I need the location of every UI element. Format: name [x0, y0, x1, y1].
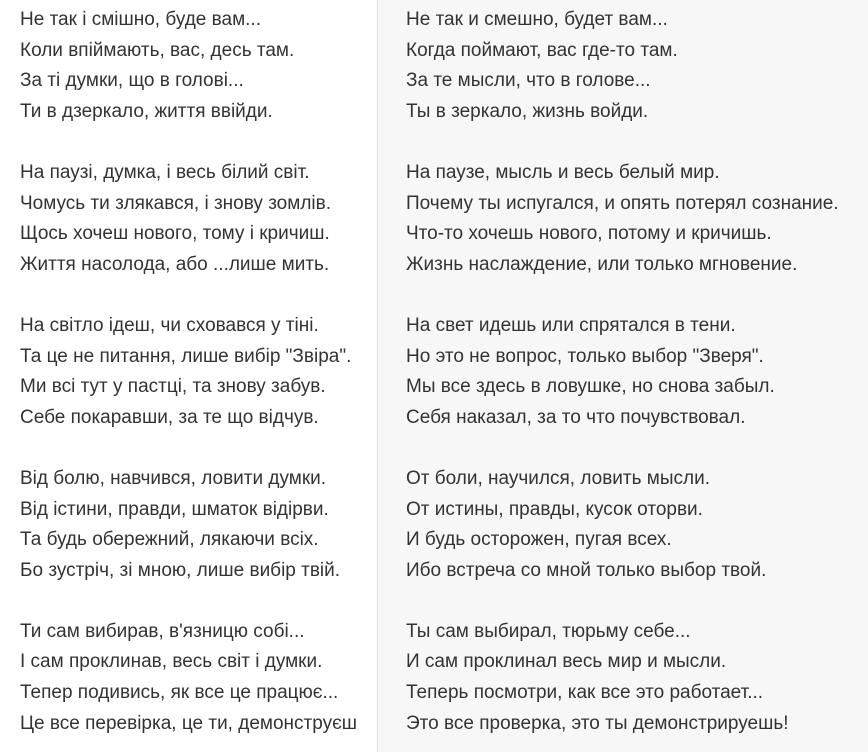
translation-line: На свет идешь или спрятался в тени.: [406, 314, 736, 336]
translation-line: И сам проклинал весь мир и мысли.: [406, 651, 727, 673]
original-line: Від болю, навчився, ловити думки.: [20, 467, 327, 489]
original-stanza-5: [20, 617, 377, 739]
translation-stanza-3: [406, 311, 868, 433]
stanza-gap: [406, 127, 868, 158]
original-line: Від істини, правди, шматок відірви.: [20, 498, 329, 520]
original-stanza-3: [20, 311, 377, 433]
translation-line: Почему ты испугался, и опять потерял сознание.: [406, 192, 839, 214]
original-line: Та це не питання, лише вибір "Звіра".: [20, 345, 352, 367]
translation-stanza-5: [406, 617, 868, 739]
translation-line: Это все проверка, это ты демонстрируешь!: [406, 712, 789, 734]
translation-stanza-4: [406, 464, 868, 586]
translation-line: От истины, правды, кусок оторви.: [406, 498, 703, 520]
original-line: Ти сам вибирав, в'язницю собі...: [20, 620, 305, 642]
original-line: І сам проклинав, весь світ і думки.: [20, 651, 323, 673]
stanza-gap: [20, 586, 377, 617]
original-stanza-4: [20, 464, 377, 586]
translation-stanza-2: [406, 158, 868, 280]
translation-line: Что-то хочешь нового, потому и кричишь.: [406, 223, 772, 245]
stanza-gap: [20, 127, 377, 158]
translation-lyrics-column: [378, 0, 868, 752]
stanza-gap: [406, 280, 868, 311]
original-lyrics: [20, 5, 377, 739]
original-line: Себе покаравши, за те що відчув.: [20, 406, 319, 428]
original-line: Та будь обережний, лякаючи всіх.: [20, 529, 319, 551]
original-line: Щось хочеш нового, тому і кричиш.: [20, 223, 330, 245]
translation-lyrics: [406, 5, 868, 739]
translation-line: Теперь посмотри, как все это работает...: [406, 682, 764, 704]
original-line: Це все перевірка, це ти, демонструєш: [20, 712, 358, 734]
translation-line: На паузе, мысль и весь белый мир.: [406, 161, 720, 183]
translation-line: Себя наказал, за то что почувствовал.: [406, 406, 746, 428]
original-line: Тепер подивись, як все це працює...: [20, 682, 339, 704]
stanza-gap: [20, 433, 377, 464]
original-stanza-1: [20, 5, 377, 127]
original-line: На паузі, думка, і весь білий світ.: [20, 161, 310, 183]
original-line: За ті думки, що в голові...: [20, 70, 244, 92]
translation-line: От боли, научился, ловить мысли.: [406, 467, 710, 489]
stanza-gap: [406, 433, 868, 464]
original-stanza-2: [20, 158, 377, 280]
translation-line: Мы все здесь в ловушке, но снова забыл.: [406, 376, 775, 398]
translation-stanza-1: [406, 5, 868, 127]
translation-line: Жизнь наслаждение, или только мгновение.: [406, 253, 798, 275]
stanza-gap: [20, 280, 377, 311]
translation-line: Но это не вопрос, только выбор "Зверя".: [406, 345, 764, 367]
translation-line: Когда поймают, вас где-то там.: [406, 39, 678, 61]
original-lyrics-column: [0, 0, 378, 752]
original-line: Ти в дзеркало, життя ввійди.: [20, 100, 273, 122]
stanza-gap: [406, 586, 868, 617]
translation-line: Ты сам выбирал, тюрьму себе...: [406, 620, 691, 642]
original-line: Не так і смішно, буде вам...: [20, 9, 261, 30]
original-line: Чомусь ти злякався, і знову зомлів.: [20, 192, 331, 214]
original-line: Бо зустріч, зі мною, лише вибір твій.: [20, 559, 341, 581]
translation-line: За те мысли, что в голове...: [406, 70, 651, 92]
original-line: Ми всі тут у пастці, та знову забув.: [20, 376, 326, 398]
original-line: Коли впіймають, вас, десь там.: [20, 39, 295, 61]
translation-line: Не так и смешно, будет вам...: [406, 9, 668, 30]
original-line: На світло ідеш, чи сховався у тіні.: [20, 314, 319, 336]
translation-line: Ты в зеркало, жизнь войди.: [406, 100, 649, 122]
translation-line: И будь осторожен, пугая всех.: [406, 529, 672, 551]
original-line: Життя насолода, або ...лише мить.: [20, 253, 330, 275]
translation-line: Ибо встреча со мной только выбор твой.: [406, 559, 767, 581]
